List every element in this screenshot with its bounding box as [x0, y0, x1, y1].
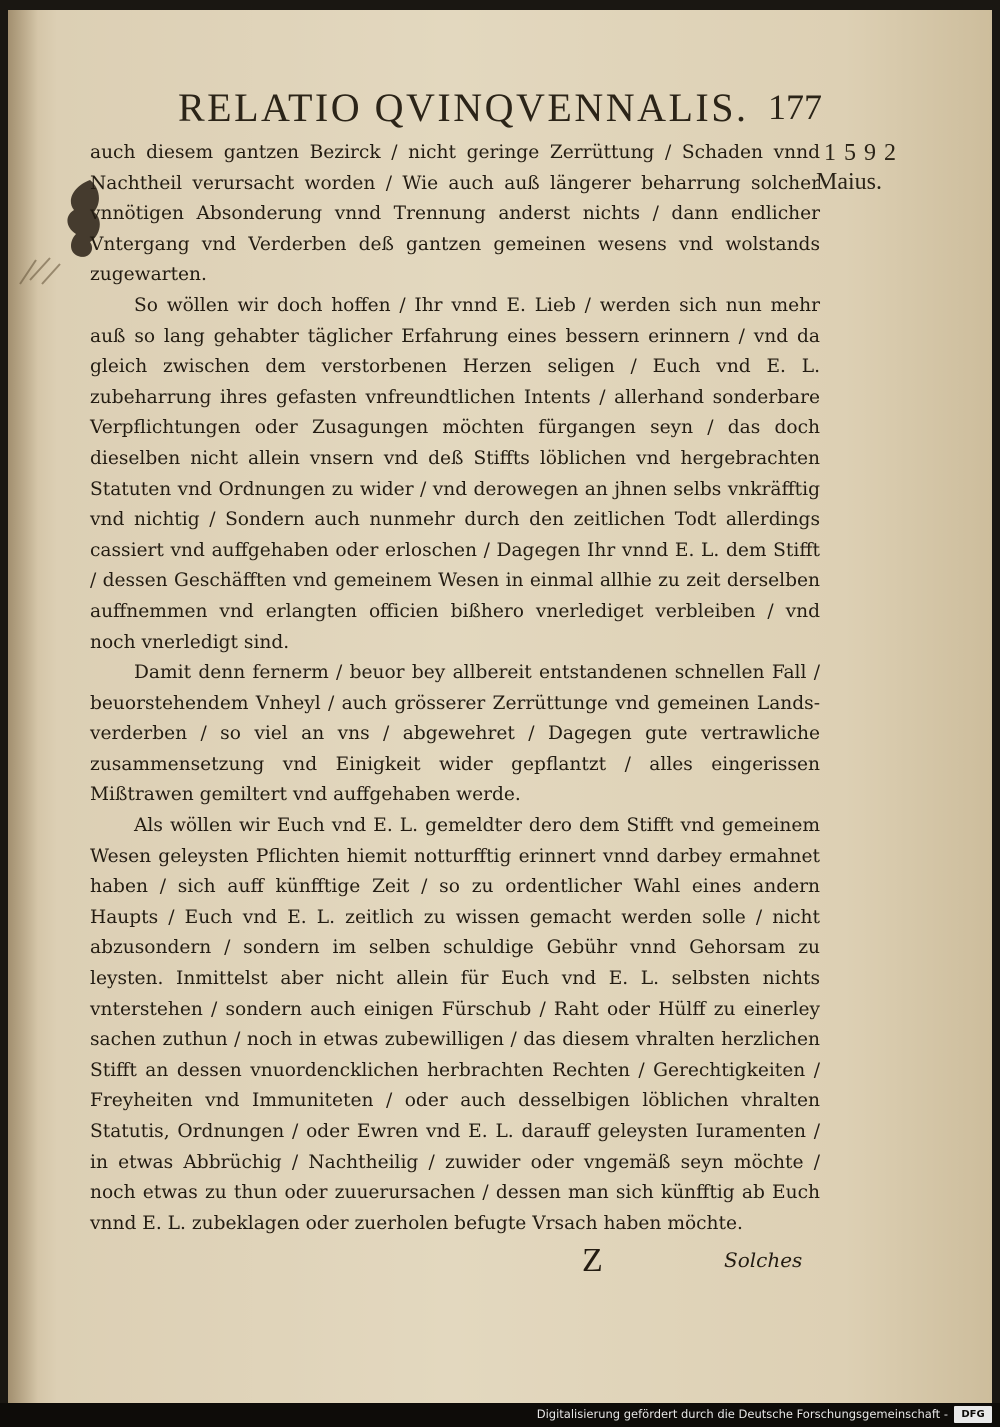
page-foot: [8, 1242, 992, 1282]
marginal-year: 1592: [824, 140, 904, 166]
marginal-month: Maius.: [816, 169, 882, 195]
body-text: [90, 138, 820, 1239]
digitization-footer: [0, 1403, 1000, 1427]
page-number: 177: [768, 87, 822, 127]
paragraph: Als wöllen wir Euch vnd E. L. gemeldter dero dem Stifft vnd gemeinem Wesen geleysten Pflichten hiemit notturfftig erinnert vnnd darbey ermahnet haben / sich auff künfftige Zeit / so zu ordentlicher Wahl eines andern Haupts / Euch vnd E. L. zeitlich zu wissen gemacht werden solle / nicht abzusondern / sondern im selben schuldige Gebühr vnnd Gehorsam zu leysten. Inmittelst aber nicht allein für Euch vnd E. L. selbsten nichts vnterstehen / sondern auch einigen Fürschub / Raht oder Hülff zu einerley sachen zuthun / noch in etwas zubewilligen / das diesem vhralten herzlichen Stifft an dessen vnuordencklichen herbrachten Rechten / Gerechtigkeiten / Freyheiten vnd Immuniteten / oder auch desselbigen löblichen vhralten Statutis, Ordnungen / oder Ewren vnd E. L. darauff geleysten Iuramenten / in etwas Abbrüchig / Nachtheilig / zuwider oder vngemäß seyn möchte / noch etwas zu thun oder zuuerursachen / dessen man sich künfftig ab Euch vnnd E. L. zubeklagen oder zuerholen befugte Vrsach haben möchte.: [90, 815, 820, 1234]
marginal-note: [816, 140, 986, 196]
gutter-shadow: [8, 10, 38, 1403]
catchword: Solches: [724, 1248, 803, 1272]
paragraph: So wöllen wir doch hoffen / Ihr vnnd E. Lieb / werden sich nun mehr auß so lang gehabter täglicher Erfahrung eines bessern erinnern / vnd da gleich zwischen dem verstorbenen Herzen seligen / Euch vnd E. L. zubeharrung ihres gefasten vnfreundtlichen Intents / allerhand sonderbare Verpflichtungen oder Zusagungen möchten fürgangen seyn / das doch dieselben nicht allein vnsern vnd deß Stiffts löblichen vnd hergebrachten Statuten vnd Ordnungen zu wider / vnd derowegen an jhnen selbs vnkräfftig vnd nichtig / Sondern auch nunmehr durch den zeitlichen Todt allerdings cassiert vnd auffgehaben oder erloschen / Dagegen Ihr vnnd E. L. dem Stifft / dessen Geschäfften vnd gemeinem Wesen in einmal allhie zu zeit derselben auffnemmen vnd erlangten officien bißhero vnerlediget verbleiben / vnd noch vnerledigt sind.: [90, 294, 820, 653]
paragraph: Damit denn fernerm / beuor bey allbereit entstandenen schnellen Fall / beuorstehendem Vnheyl / auch grösserer Zerrüttunge vnd gemeinen Lands-verderben / so viel an vns / abgewehret / Dagegen gute vertrawliche zusammensetzung vnd Einigkeit wider gepflantzt / alles eingerissen Mißtrawen gemiltert vnd auffgehaben werde.: [90, 662, 820, 806]
marginal-scratch-decoration: [16, 250, 66, 290]
dfg-logo-icon: DFG: [954, 1406, 992, 1423]
paragraph: auch diesem gantzen Bezirck / nicht geringe Zerrüttung / Schaden vnnd Nachtheil verursacht worden / Wie auch auß längerer beharrung solcher vnnötigen Absonderung vnnd Trennung anderst nichts / dann endlicher Vntergang vnd Verderben deß gantzen gemeinen wesens vnd wolstands zugewarten.: [90, 142, 820, 286]
funding-credit: Digitalisierung gefördert durch die Deutsche Forschungsgemeinschaft -: [536, 1407, 948, 1421]
book-page: [8, 10, 992, 1403]
running-title: RELATIO QVINQVENNALIS.: [178, 85, 749, 130]
page-header: [178, 84, 828, 134]
signature-mark: Z: [582, 1242, 603, 1279]
